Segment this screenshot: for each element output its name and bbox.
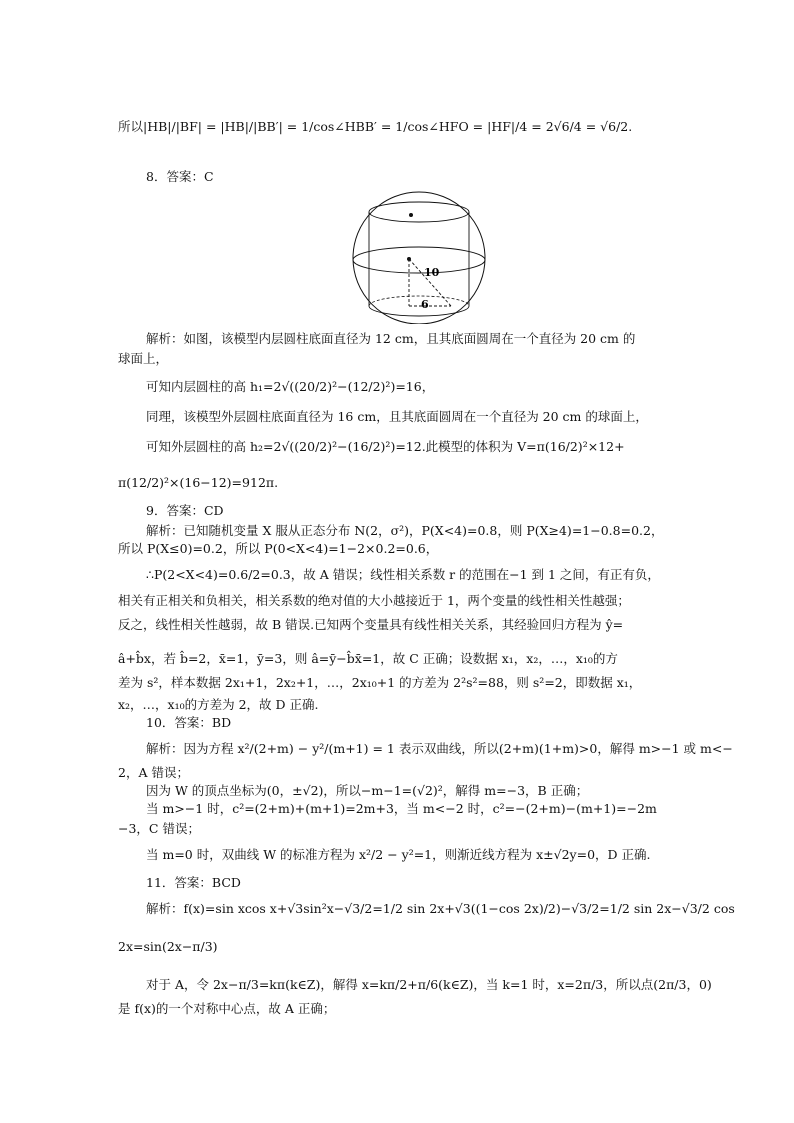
solution-8-line-3: 可知内层圆柱的高 h₁=2√((20/2)²−(12/2)²)=16，: [146, 379, 435, 394]
sphere-outline: [353, 192, 485, 324]
solution-9-line-5: 反之，线性相关性越弱，故 B 错误.已知两个变量具有线性相关关系，其经验回归方程为 ŷ=: [118, 617, 624, 632]
sphere-equator: [353, 247, 485, 273]
answer-10-heading: 10．答案：BD: [146, 715, 232, 730]
answer-11-heading: 11．答案：BCD: [146, 875, 241, 890]
solution-9-line-1: 解析：已知随机变量 X 服从正态分布 N(2，σ²)，P(X<4)=0.8，则 P(X≥4)=1−0.8=0.2，: [146, 523, 664, 538]
solution-11-line-1: 解析：f(x)=sin xcos x+√3sin²x−√3/2=1/2 sin 2x+√3((1−cos 2x)/2)−√3/2=1/2 sin 2x−√3/2 cos: [146, 901, 735, 916]
solution-10-line-5: −3，C 错误；: [118, 821, 200, 836]
solution-9-line-6: â+b̂x，若 b̂=2，x̄=1，ȳ=3，则 â=ȳ−b̂x̄=1，故 C 正确；设数据 x₁，x₂，…，x₁₀的方: [118, 651, 618, 666]
solution-9-line-2: 所以 P(X≤0)=0.2，所以 P(0<X<4)=1−2×0.2=0.6，: [118, 541, 439, 556]
solution-10-line-1: 解析：因为方程 x²/(2+m) − y²/(m+1) = 1 表示双曲线，所以(2+m)(1+m)>0，解得 m>−1 或 m<−: [146, 741, 733, 756]
solution-10-line-2: 2，A 错误；: [118, 765, 189, 780]
solution-11-line-3: 对于 A，令 2x−π/3=kπ(k∈Z)，解得 x=kπ/2+π/6(k∈Z)，当 k=1 时，x=2π/3，所以点(2π/3，0): [146, 977, 712, 992]
solution-9-line-3: ∴P(2<X<4)=0.6/2=0.3，故 A 错误；线性相关系数 r 的范围在−1 到 1 之间，有正有负，: [146, 567, 660, 582]
solution-8-line-6: π(12/2)²×(16−12)=912π.: [118, 475, 279, 490]
label-10: 10: [424, 266, 440, 279]
answer-8-heading: 8．答案：C: [146, 169, 214, 184]
solution-10-line-6: 当 m=0 时，双曲线 W 的标准方程为 x²/2 − y²=1，则渐近线方程为 x±√2y=0，D 正确.: [146, 847, 651, 862]
solution-10-line-4: 当 m>−1 时，c²=(2+m)+(m+1)=2m+3，当 m<−2 时，c²=−(2+m)−(m+1)=−2m: [146, 801, 657, 816]
solution-8-line-1: 解析：如图，该模型内层圆柱底面直径为 12 cm，且其底面圆周在一个直径为 20 cm 的: [146, 331, 636, 346]
solution-11-line-4: 是 f(x)的一个对称中心点，故 A 正确；: [118, 1001, 336, 1016]
ratio-equation: 所以|HB|/|BF| = |HB|/|BB′| = 1/cos∠HBB′ = 1/cos∠HFO = |HF|/4 = 2√6/4 = √6/2.: [118, 119, 633, 134]
answer-9-heading: 9．答案：CD: [146, 503, 224, 518]
solution-8-line-5: 可知外层圆柱的高 h₂=2√((20/2)²−(16/2)²)=12.此模型的体积为 V=π(16/2)²×12+: [146, 439, 625, 454]
solution-8-line-4: 同理，该模型外层圆柱底面直径为 16 cm，且其底面圆周在一个直径为 20 cm 的球面上，: [146, 409, 648, 424]
solution-10-line-3: 因为 W 的顶点坐标为(0，±√2)，所以−m−1=(√2)²，解得 m=−3，B 正确；: [146, 783, 589, 798]
solution-11-line-2: 2x=sin(2x−π/3): [118, 939, 218, 954]
outer-cylinder-top: [369, 202, 469, 222]
solution-9-line-7: 差为 s²，样本数据 2x₁+1，2x₂+1，…，2x₁₀+1 的方差为 2²s²=88，则 s²=2，即数据 x₁，: [118, 675, 642, 690]
label-6: 6: [421, 298, 429, 311]
solution-8-line-2: 球面上，: [118, 351, 169, 366]
outer-cylinder-bottom-hidden: [369, 296, 469, 306]
solution-9-line-4: 相关有正相关和负相关，相关系数的绝对值的大小越接近于 1，两个变量的线性相关性越强；: [118, 593, 630, 608]
solution-9-line-8: x₂，…，x₁₀的方差为 2，故 D 正确.: [118, 697, 319, 712]
sphere-cylinder-figure: [336, 188, 502, 324]
top-center-dot: [409, 213, 413, 217]
